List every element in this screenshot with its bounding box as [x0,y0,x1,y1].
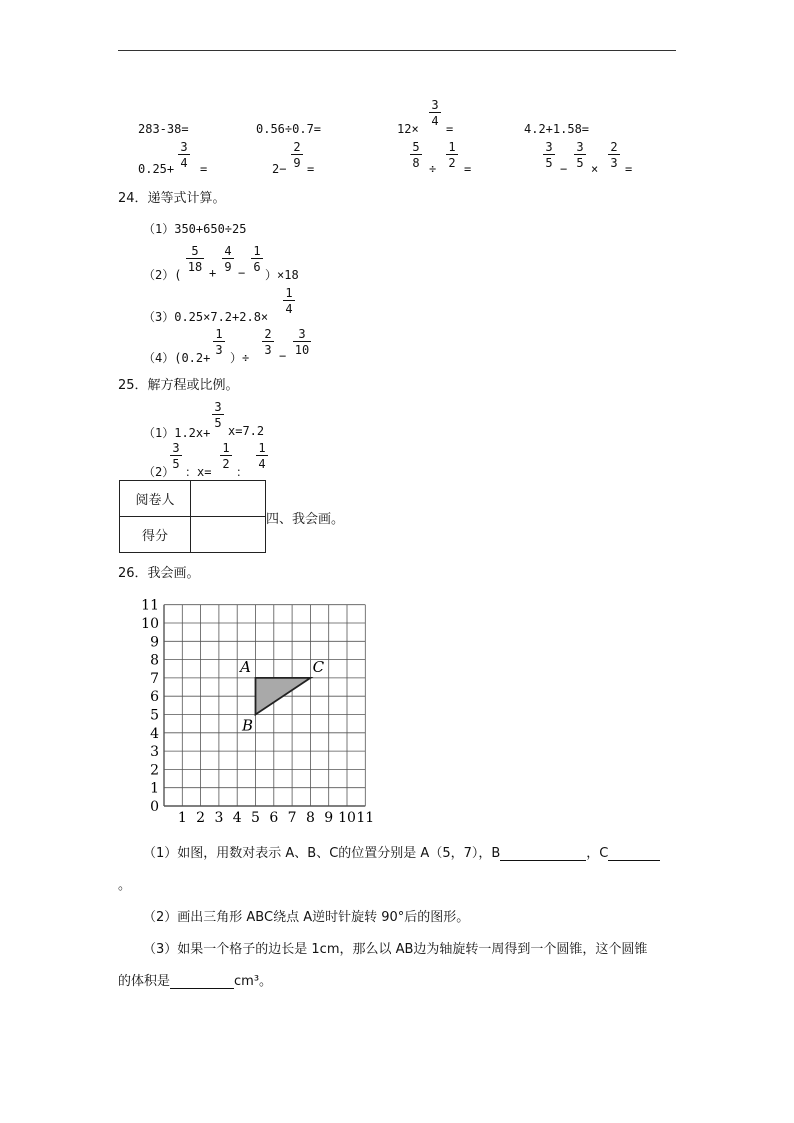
q26-part2: （2）画出三角形 ABC绕点 A逆时针旋转 90°后的图形。 [143,910,470,925]
y-tick-label: 2 [150,762,159,779]
q26-title: 26．我会画。 [118,566,200,581]
q26-part1-comma: ，C [586,846,609,861]
y-tick-label: 5 [150,707,159,724]
calc-025-plus: 0.25+ [138,162,175,176]
fraction-3-4: $\frac{3}{4}$ [429,98,441,128]
plus-sign: + [209,266,217,280]
q24-part2-suffix: ）×18 [265,268,299,282]
ratio-colon: ： [236,465,249,479]
fraction-3-10: $\frac{3}{10}$ [294,327,310,357]
y-tick-label: 8 [150,652,159,669]
y-tick-label: 11 [141,597,159,614]
fraction-1-4: $\frac{1}{4}$ [256,441,268,471]
q24-part3-prefix: （3）0.25×7.2+2.8× [143,310,269,324]
header-rule [118,50,676,51]
x-tick-label: 4 [232,810,242,826]
point-label-c: C [312,657,325,676]
equals-sign: = [200,162,208,176]
y-tick-label: 7 [150,670,159,687]
equals-sign: = [446,122,454,136]
minus-sign: − [560,162,568,176]
equals-sign: = [307,162,315,176]
y-tick-label: 9 [150,634,159,651]
score-table [119,480,266,553]
score-cell[interactable] [191,517,266,553]
fraction-1-4: $\frac{1}{4}$ [283,286,295,316]
q26-part3-volume-label: 的体积是 [118,974,171,989]
q25-part1-prefix: （1）1.2x+ [143,426,211,440]
coordinate-grid [130,596,375,826]
fraction-1-2: $\frac{1}{2}$ [220,441,232,471]
fraction-5-8: $\frac{5}{8}$ [410,140,422,170]
x-tick-label: 8 [305,810,315,826]
x-tick-label: 5 [251,810,260,826]
answer-blank-c[interactable] [608,846,660,861]
x-tick-label: 2 [196,810,206,826]
section-title: 四、我会画。 [266,512,345,527]
fraction-5-18: $\frac{5}{18}$ [187,244,203,274]
divide-sign: ÷ [429,162,437,176]
fraction-2-3: $\frac{2}{3}$ [262,327,274,357]
calc-12-times-pre: 12× [397,122,419,136]
fraction-3-5: $\frac{3}{5}$ [543,140,555,170]
answer-blank-b[interactable] [500,846,586,861]
x-tick-label: 9 [324,810,334,826]
calc-283-38: 283-38= [138,122,189,136]
q26-part3: （3）如果一个格子的边长是 1cm，那么以 AB边为轴旋转一周得到一个圆锥，这个圆锥 [143,942,648,957]
x-tick-label: 11 [356,810,375,826]
q26-part3-line2 [118,970,272,989]
fraction-4-9: $\frac{4}{9}$ [222,244,234,274]
score-label: 得分 [120,517,191,553]
reviewer-cell[interactable] [191,481,266,517]
fraction-1-6: $\frac{1}{6}$ [251,244,263,274]
q26-part3-unit: cm³。 [234,974,273,989]
calc-056-div-07: 0.56÷0.7= [256,122,322,136]
calc-2-minus: 2− [272,162,287,176]
fraction-3-4: $\frac{3}{4}$ [178,140,190,170]
y-tick-label: 1 [150,780,159,797]
answer-blank-volume[interactable] [170,974,234,989]
point-label-b: B [241,716,254,735]
y-tick-label: 10 [141,616,159,632]
equals-sign: = [464,162,472,176]
q26-part1-end: 。 [118,878,132,893]
calc-42-plus-158: 4.2+1.58= [524,122,590,136]
q26-part1 [143,842,660,861]
point-label-a: A [240,657,251,676]
q25-title: 25．解方程或比例。 [118,378,239,393]
q25-part2-prefix: （2） [143,465,175,479]
minus-sign: − [238,266,246,280]
y-tick-label: 3 [150,744,159,761]
reviewer-label: 阅卷人 [120,481,191,517]
fraction-2-9: $\frac{2}{9}$ [291,140,303,170]
fraction-3-5: $\frac{3}{5}$ [170,441,182,471]
ratio-x-equals: ：x= [185,465,212,479]
x-tick-label: 10 [338,810,356,826]
q26-part1-text: （1）如图，用数对表示 A、B、C的位置分别是 A（5，7），B [143,846,501,861]
times-sign: × [591,162,599,176]
fraction-1-3: $\frac{1}{3}$ [213,327,225,357]
q24-title: 24．递等式计算。 [118,191,226,206]
q25-part1-suffix: x=7.2 [228,424,265,438]
q24-part4-divide: ）÷ [230,351,250,365]
q24-part4-prefix: （4）(0.2+ [143,351,211,365]
q24-part2-prefix: （2）( [143,268,182,282]
minus-sign: − [279,349,287,363]
x-tick-label: 7 [287,810,297,826]
y-tick-label: 4 [150,725,159,742]
q24-part1: （1）350+650÷25 [143,222,247,236]
x-tick-label: 1 [177,810,187,826]
x-tick-label: 6 [269,810,279,826]
equals-sign: = [625,162,633,176]
y-tick-label: 6 [150,689,159,706]
x-tick-label: 3 [214,810,224,826]
fraction-1-2: $\frac{1}{2}$ [446,140,458,170]
fraction-3-5: $\frac{3}{5}$ [574,140,586,170]
fraction-3-5: $\frac{3}{5}$ [212,400,224,430]
y-tick-label: 0 [150,799,159,815]
fraction-2-3: $\frac{2}{3}$ [608,140,620,170]
